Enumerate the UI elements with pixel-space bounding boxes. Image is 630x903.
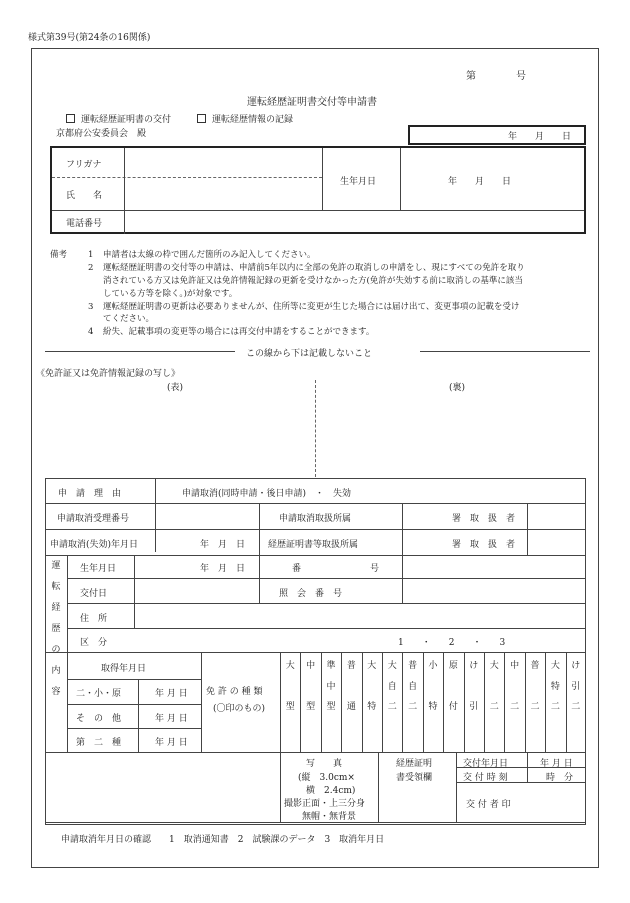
- birth-label: 生年月日: [340, 177, 377, 187]
- license-col-char: 型: [326, 702, 336, 712]
- phone-label: 電話番号: [66, 219, 103, 229]
- handler-label-2: 取 扱 者: [470, 540, 516, 550]
- note-2-line3: している方等を除く。)が対象です。: [103, 289, 238, 299]
- license-col-char: 大: [285, 661, 295, 671]
- license-col-char: 通: [346, 702, 356, 712]
- notes-label: 備考: [50, 250, 68, 260]
- reason-value[interactable]: 申請取消(同時申請・後日申請) ・ 失効: [182, 489, 352, 499]
- divider-text: この線から下は記載しないこと: [246, 349, 373, 359]
- note-2-line1: 運転経歴証明書の交付等の申請は、申請前5年以内に全部の免許の取消しの申請をし、現にすべての免許を取り: [103, 263, 525, 273]
- cert-receipt-label-2: 書受領欄: [396, 773, 433, 783]
- history-number-label-2: 号: [370, 564, 380, 574]
- phone-field[interactable]: [126, 212, 582, 232]
- license-col-char: 普: [346, 661, 356, 671]
- note-2-num: 2: [88, 263, 94, 273]
- cert-receipt-label-1: 経歴証明: [396, 759, 433, 769]
- cancel-date-label: 申請取消(失効)年月日: [50, 540, 139, 550]
- issue-date-label: 交付日: [80, 589, 108, 599]
- license-col-char: 中: [326, 681, 336, 692]
- divider-line-left: [45, 351, 235, 352]
- license-col-char: け: [571, 661, 581, 671]
- license-col-char: 中: [306, 661, 316, 671]
- license-col-char: 特: [428, 702, 438, 712]
- reason-label: 申 請 理 由: [58, 489, 122, 499]
- issue-time-label: 交 付 時 刻: [463, 773, 508, 783]
- checkbox-record-box[interactable]: [197, 114, 206, 123]
- note-3-line2: てください。: [103, 314, 155, 324]
- form-receipt-number: 第 号: [466, 71, 526, 82]
- issuer-seal-label: 交 付 者 印: [466, 800, 511, 810]
- license-col-char: 二: [387, 702, 397, 712]
- license-col-char: 小: [428, 661, 438, 671]
- license-col-char: 大: [387, 661, 397, 671]
- history-birth-label: 生年月日: [80, 564, 117, 574]
- license-col-char: 中: [510, 661, 520, 671]
- license-front-label: (表): [167, 383, 184, 393]
- note-1-num: 1: [88, 250, 94, 260]
- acquired-date-label: 取得年月日: [101, 664, 147, 674]
- row-label-1: 二・小・原: [76, 689, 122, 699]
- category-label: 区 分: [80, 638, 108, 648]
- checkbox-record-label: 運転経歴情報の記録: [212, 115, 294, 125]
- license-col-char: 型: [285, 702, 295, 712]
- license-col-char: 普: [530, 661, 540, 671]
- form-number: 様式第39号(第24条の16関係): [28, 33, 151, 43]
- license-col-char: 二: [510, 702, 520, 712]
- photo-note-2: 無帽・無背景: [302, 812, 357, 822]
- license-col-char: 普: [408, 661, 418, 671]
- address-label: 住 所: [80, 614, 108, 624]
- license-col-char: 型: [306, 702, 316, 712]
- license-col-char: 自: [387, 681, 397, 692]
- checkbox-issue-box[interactable]: [66, 114, 75, 123]
- license-col-char: 原: [448, 661, 458, 671]
- license-col-char: 自: [408, 681, 418, 692]
- issue-ymd-value: 年 月 日: [540, 759, 573, 769]
- station-label-1: 署: [452, 514, 462, 524]
- furigana-field[interactable]: [126, 148, 321, 176]
- row-label-2: そ の 他: [76, 714, 122, 724]
- license-col-char: 特: [550, 681, 560, 692]
- photo-note-1: 撮影正面・上三分身: [284, 799, 366, 809]
- issue-time-value: 時 分: [546, 773, 574, 783]
- photo-size-2: 横 2.4cm): [306, 786, 356, 796]
- license-col-char: 特: [367, 702, 377, 712]
- form-title: 運転経歴証明書交付等申請書: [247, 97, 377, 108]
- photo-title: 写 真: [306, 759, 343, 769]
- license-col-char: 二: [550, 702, 560, 712]
- divider-line-right: [420, 351, 590, 352]
- row-label-3: 第 二 種: [76, 738, 122, 748]
- history-number-label: 番: [292, 564, 302, 574]
- license-col-char: 大: [489, 661, 499, 671]
- license-col-char: 二: [489, 702, 499, 712]
- name-field[interactable]: [126, 179, 321, 209]
- row-date-1: 年 月 日: [155, 689, 188, 699]
- cancel-date-value: 年 月 日: [200, 540, 246, 550]
- license-types-label: 免 許 の 種 類: [206, 687, 263, 697]
- handling-office-label: 申請取消取扱所属: [279, 514, 352, 524]
- license-col-char: け: [469, 661, 479, 671]
- license-types-note: (〇印のもの): [213, 704, 266, 714]
- furigana-divider: [52, 177, 322, 178]
- photo-size-1: (縦 3.0cm×: [298, 773, 355, 783]
- handler-label-1: 取 扱 者: [470, 514, 516, 524]
- license-back-label: (裏): [449, 383, 466, 393]
- license-col-char: 二: [530, 702, 540, 712]
- station-label-2: 署: [452, 540, 462, 550]
- note-4-num: 4: [88, 327, 94, 337]
- checkbox-issue[interactable]: [66, 112, 171, 125]
- note-3-line1: 運転経歴証明書の更新は必要ありませんが、住所等に変更が生じた場合には届け出て、変更事項の記載を受け: [103, 302, 520, 312]
- history-birth-value: 年 月 日: [200, 564, 246, 574]
- license-col-char: 二: [408, 702, 418, 712]
- cert-office-label: 経歴証明書等取扱所属: [268, 540, 359, 550]
- license-fold-line: [315, 380, 316, 477]
- name-label: 氏 名: [66, 191, 103, 201]
- license-col-char: 付: [448, 702, 458, 712]
- receipt-number-label: 申請取消受理番号: [57, 514, 130, 524]
- issue-ymd-label: 交付年月日: [463, 759, 509, 769]
- note-1-line1: 申請者は太線の枠で囲んだ箇所のみ記入してください。: [103, 250, 316, 260]
- license-copy-label: 《免許証又は免許情報記録の写し》: [36, 369, 181, 379]
- license-col-char: 引: [571, 681, 581, 692]
- license-col-char: 大: [550, 661, 560, 671]
- addressee: 京都府公安委員会 殿: [56, 129, 147, 139]
- birth-value: 年 月 日: [448, 177, 512, 187]
- category-value[interactable]: 1 ・ 2 ・ 3: [398, 638, 506, 648]
- reference-number-label: 照 会 番 号: [279, 589, 343, 599]
- license-col-char: 引: [469, 702, 479, 712]
- application-date: 年 月 日: [508, 132, 572, 142]
- history-vertical-label: 運 転 経 歴 の 内 容: [51, 561, 61, 697]
- checkbox-record[interactable]: [197, 112, 293, 125]
- license-col-char: 二: [571, 702, 581, 712]
- note-2-line2: 消されている方又は免許証又は免許情報記録の更新を受けなかった方(免許が失効する前に取消しの基準に該当: [103, 276, 523, 286]
- cancel-confirmation: 申請取消年月日の確認 1 取消通知書 2 試験課のデータ 3 取消年月日: [61, 835, 385, 845]
- row-date-3: 年 月 日: [155, 738, 188, 748]
- note-3-num: 3: [88, 302, 94, 312]
- furigana-label: フリガナ: [66, 160, 102, 170]
- license-col-char: 準: [326, 661, 336, 671]
- row-date-2: 年 月 日: [155, 714, 188, 724]
- license-col-char: 大: [367, 661, 377, 671]
- checkbox-issue-label: 運転経歴証明書の交付: [81, 115, 172, 125]
- note-4-line1: 紛失、記載事項の変更等の場合には再交付申請をすることができます。: [103, 327, 375, 337]
